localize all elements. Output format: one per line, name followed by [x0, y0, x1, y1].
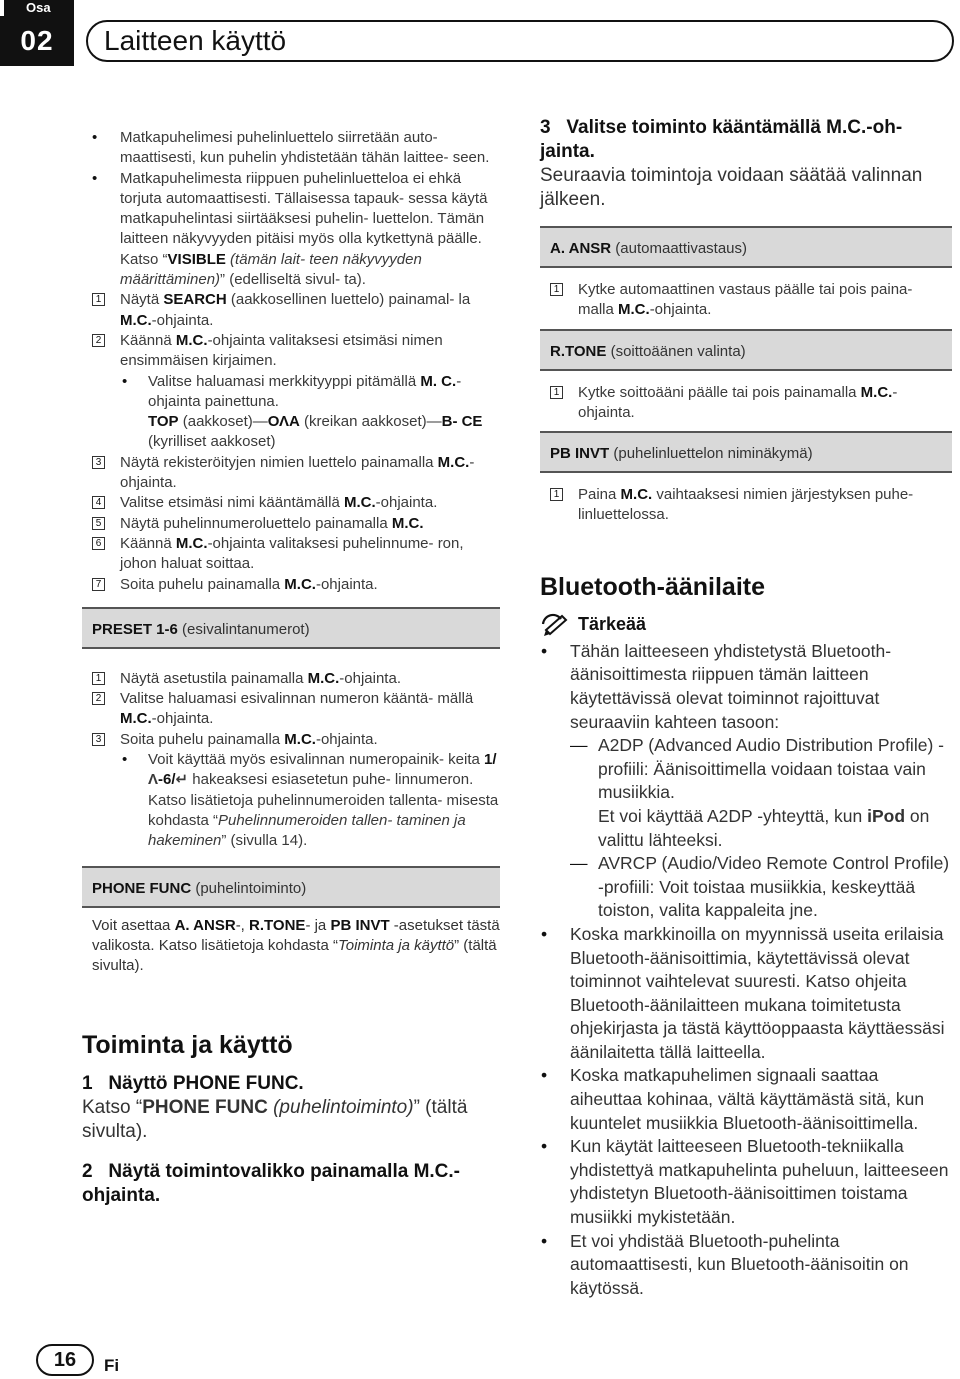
step-2: 2 Käännä M.C.-ohjainta valitaksesi etsimäsi nimen ensimmäisen kirjaimen.: [82, 331, 500, 372]
char-type-options: TOP (aakkoset)—ΟΛΑ (kreikan aakkoset)—B- CE (kyrilliset aakkoset): [148, 413, 483, 451]
list-item: • Et voi yhdistää Bluetooth-puhelinta automaattisesti, kun Bluetooth-äänisoitin on käytössä.: [540, 1230, 952, 1301]
ansr-section-bar: A. ANSR (automaattivastaus): [540, 226, 952, 268]
up-caret-icon: Λ: [148, 771, 159, 789]
list-item: — AVRCP (Audio/Video Remote Control Profile) -profiili: Voit toistaa musiikkia, keskeyttää toiston, valita kappaleita jne.: [540, 852, 952, 923]
step-4: 4 Valitse etsimäsi nimi kääntämällä M.C.-ohjainta.: [82, 493, 500, 513]
language-code: Fi: [104, 1356, 120, 1375]
list-item: • Tähän laitteeseen yhdistetystä Bluetooth-äänisoittimesta riippuen tämän laitteen käytettävissä olevat toiminnot rajoittuvat seuraaviin kahteen tasoon:: [540, 640, 952, 734]
step-number-icon: 1: [92, 672, 105, 685]
list-item: • Koska markkinoilla on myynnissä useita erilaisia Bluetooth-äänisoittimia, käytettävissä olevat toiminnot vaihtelevat suuresti. Katso ohjeita Bluetooth-äänilaitteen mukana toimitetusta ohjekirjasta ja tästä käyttöoppaasta käyttäessäsi äänilaitetta tällä laitteella.: [540, 923, 952, 1065]
sub-item: • Valitse haluamasi merkkityyppi pitämällä M. C.-ohjainta painettuna.: [82, 372, 500, 413]
step-number-icon: 1: [92, 293, 105, 306]
step-number-icon: 6: [92, 537, 105, 550]
list-item-note: Et voi käyttää A2DP -yhteyttä, kun iPod on valittu lähteeksi.: [598, 805, 930, 850]
sub-item: • Voit käyttää myös esivalinnan numeropainik- keita 1/Λ-6/↵ hakeaksesi esiasetetun puhe- linnumeron.: [82, 750, 500, 791]
main-step-3-body: Seuraavia toimintoja voidaan säätää valinnan jälkeen.: [540, 165, 923, 210]
page-title: Laitteen käyttö: [104, 25, 287, 56]
step-number-icon: 2: [92, 692, 105, 705]
left-column: [82, 128, 500, 1208]
main-step-1: 1 Näyttö PHONE FUNC.: [82, 1073, 304, 1095]
step-6: 6 Käännä M.C.-ohjainta valitaksesi puhelinnume- ron, johon haluat soittaa.: [82, 534, 500, 575]
list-item: — A2DP (Advanced Audio Distribution Profile) -profiili: Äänisoittimella voidaan toistaa vain musiikkia.: [540, 734, 952, 805]
phone-func-section-bar: PHONE FUNC (puhelintoiminto): [82, 866, 500, 908]
step-1: 1 Näytä SEARCH (aakkosellinen luettelo) painamal- la M.C.-ohjainta.: [82, 290, 500, 331]
preset-step-1: 1 Näytä asetustila painamalla M.C.-ohjainta.: [82, 669, 500, 689]
page-number: 16: [36, 1344, 94, 1376]
chapter-number: 02: [0, 16, 74, 66]
rtone-section-bar: R.TONE (soittoäänen valinta): [540, 329, 952, 371]
list-item: • Matkapuhelimesi puhelinluettelo siirretään auto- maattisesti, kun puhelin yhdistetään tähän laittee- seen.: [82, 128, 500, 169]
pb-invt-section-bar: PB INVT (puhelinluettelon niminäkymä): [540, 431, 952, 473]
list-item: • Koska matkapuhelimen signaali saattaa aiheuttaa kohinaa, vältä käyttämästä sitä, kun kuuntelet musiikkia Bluetooth-äänisoittimella.: [540, 1064, 952, 1135]
ansr-step-1: 1 Kytke automaattinen vastaus päälle tai pois paina- malla M.C.-ohjainta.: [540, 280, 952, 321]
preset-step-3: 3 Soita puhelu painamalla M.C.-ohjainta.: [82, 730, 500, 750]
preset-section-bar: PRESET 1-6 (esivalintanumerot): [82, 607, 500, 649]
important-icon: [540, 612, 570, 641]
section-heading: Toiminta ja käyttö: [82, 1031, 293, 1060]
preset-step-2: 2 Valitse haluamasi esivalinnan numeron kääntä- mällä M.C.-ohjainta.: [82, 689, 500, 730]
step-number-icon: 4: [92, 496, 105, 509]
preset-note: Katso lisätietoja puhelinnumeroiden tallenta- misesta kohdasta “Puhelinnumeroiden tallen- taminen ja hakeminen” (sivulla 14).: [148, 791, 499, 850]
step-number-icon: 1: [550, 283, 563, 296]
step-3: 3 Näytä rekisteröityjen nimien luettelo painamalla M.C.-ohjainta.: [82, 453, 500, 494]
right-column: [540, 116, 952, 1300]
main-step-3: 3 Valitse toiminto kääntämällä M.C.-oh- jainta.: [540, 117, 903, 162]
important-label: Tärkeää: [578, 613, 647, 634]
important-note: [540, 612, 952, 636]
bluetooth-heading: Bluetooth-äänilaite: [540, 572, 766, 601]
step-number-icon: 1: [550, 488, 563, 501]
pb-invt-step-1: 1 Paina M.C. vaihtaaksesi nimien järjestyksen puhe- linluettelossa.: [540, 485, 952, 526]
rtone-step-1: 1 Kytke soittoääni päälle tai pois painamalla M.C.- ohjainta.: [540, 383, 952, 424]
step-number-icon: 1: [550, 386, 563, 399]
main-step-1-body: Katso “PHONE FUNC (puhelintoiminto)” (tältä sivulta).: [82, 1097, 468, 1143]
step-number-icon: 2: [92, 334, 105, 347]
step-7: 7 Soita puhelu painamalla M.C.-ohjainta.: [82, 575, 500, 595]
section-label: Osa: [4, 0, 74, 16]
list-item: • Kun käytät laitteeseen Bluetooth-tekniikalla yhdistettyä matkapuhelinta puheluun, laitteeseen yhdistetyn Bluetooth-äänisoittimen toistama musiikki mykistetään.: [540, 1135, 952, 1229]
list-item: • Matkapuhelimesta riippuen puhelinluetteloa ei ehkä torjuta automaattisesti. Tällaisessa tapauk- sessa käytä matkapuhelintasi siirtääksesi puhelin- luettelon. Tämän laitteen näkyvyyden pitäisi myös olla kytkettynä päälle. Katso “VISIBLE (tämän lait- teen näkyvyyden määrittäminen)” (edelliseltä sivul- ta).: [82, 169, 500, 291]
step-5: 5 Näytä puhelinnumeroluettelo painamalla M.C.: [82, 514, 500, 534]
page-header: [0, 0, 960, 80]
return-arrow-icon: ↵: [175, 771, 189, 789]
main-step-2: 2 Näytä toimintovalikko painamalla M.C.- ohjainta.: [82, 1161, 461, 1207]
phone-func-text: Voit asettaa A. ANSR-, R.TONE- ja PB INVT -asetukset tästä valikosta. Katso lisätietoja kohdasta “Toiminta ja käyttö” (tältä sivulta).: [92, 916, 500, 975]
step-number-icon: 3: [92, 733, 105, 746]
step-number-icon: 5: [92, 517, 105, 530]
step-number-icon: 3: [92, 456, 105, 469]
step-number-icon: 7: [92, 578, 105, 591]
